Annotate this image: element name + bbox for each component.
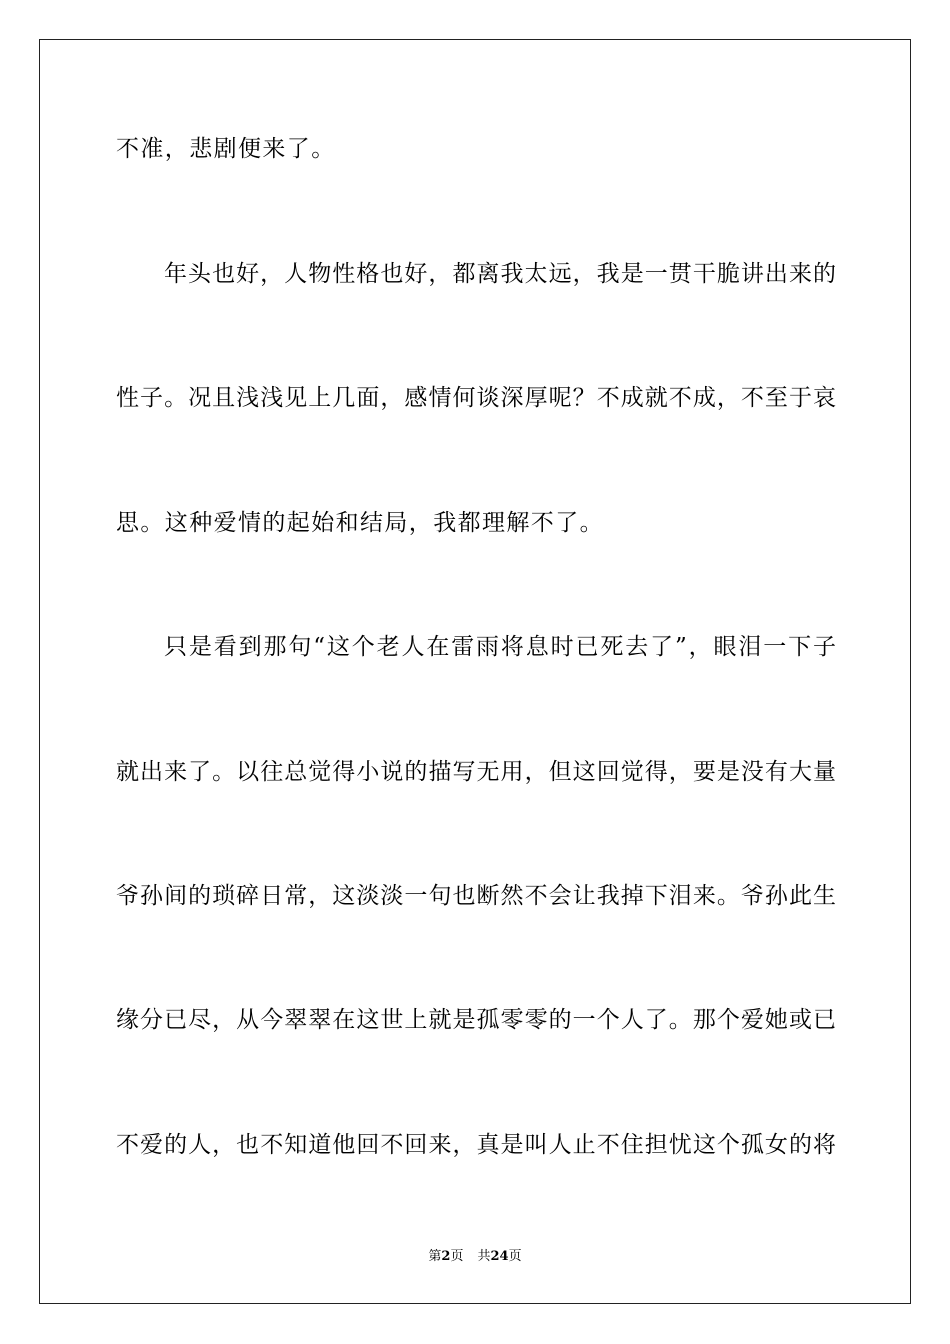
body-line-4: 思。这种爱情的起始和结局，我都理解不了。 — [116, 510, 604, 536]
body-line-5: 只是看到那句“这个老人在雷雨将息时已死去了”，眼泪一下子 — [164, 634, 836, 660]
page-frame — [39, 39, 911, 1304]
body-line-8: 缘分已尽，从今翠翠在这世上就是孤零零的一个人了。那个爱她或已 — [116, 1007, 836, 1033]
body-line-6: 就出来了。以往总觉得小说的描写无用，但这回觉得，要是没有大量 — [116, 759, 836, 785]
body-line-1: 不准，悲剧便来了。 — [116, 136, 336, 162]
body-line-7: 爷孙间的琐碎日常，这淡淡一句也断然不会让我掉下泪来。爷孙此生 — [116, 883, 836, 909]
body-line-3: 性子。况且浅浅见上几面，感情何谈深厚呢？不成就不成，不至于哀 — [116, 385, 836, 411]
current-page-number: 2 — [441, 1249, 451, 1264]
body-line-9: 不爱的人，也不知道他回不回来，真是叫人止不住担忧这个孤女的将 — [116, 1132, 836, 1158]
page-footer — [0, 1248, 950, 1266]
page-number-label: 第2页 — [428, 1249, 464, 1264]
total-page-count: 24 — [490, 1249, 509, 1264]
body-line-2: 年头也好，人物性格也好，都离我太远，我是一贯干脆讲出来的 — [164, 261, 836, 287]
total-pages-label: 共24页 — [477, 1249, 522, 1264]
